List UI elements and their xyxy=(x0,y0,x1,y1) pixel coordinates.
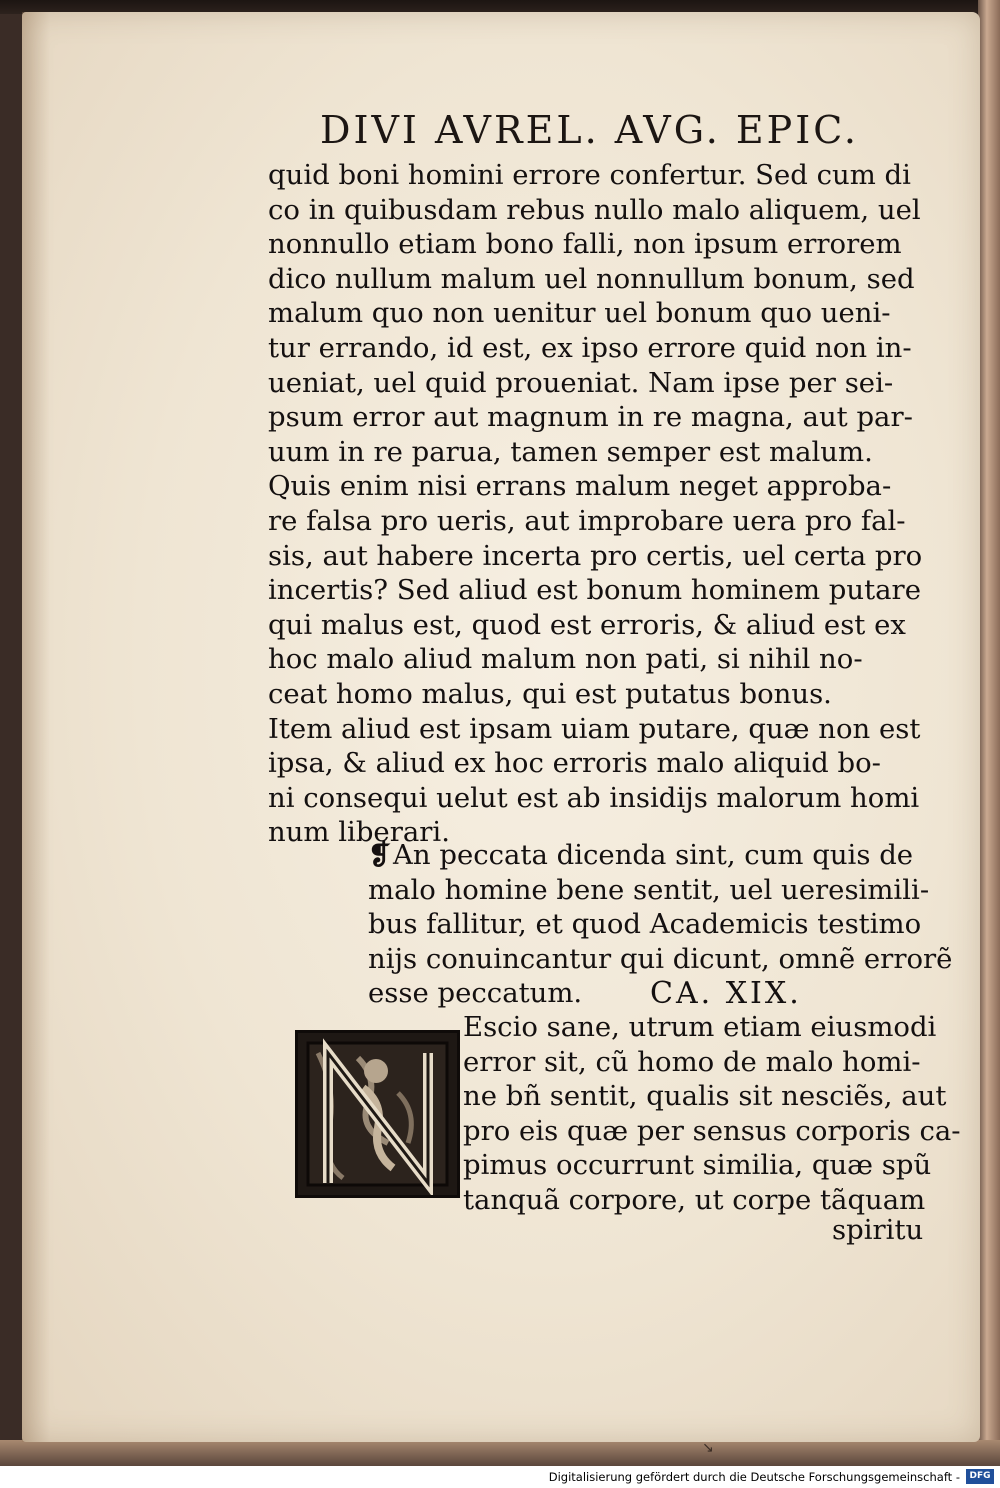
body-text xyxy=(268,158,928,850)
heading-line-text: An peccata dicenda sint, cum quis de xyxy=(393,839,914,871)
text-line: ni consequi uelut est ab insidijs malorum homi xyxy=(268,781,920,814)
book-bottom-edge xyxy=(0,1440,1000,1466)
text-line: tanquã corpore, ut corpe tãquam xyxy=(463,1183,926,1216)
chapter-number: CA. XIX. xyxy=(650,976,802,1011)
text-line: malum quo non uenitur uel bonum quo ueni- xyxy=(268,297,891,330)
running-head: DIVI AVREL. AVG. EPIC. xyxy=(320,108,860,152)
heading-line: malo homine bene sentit, uel ueresimili- xyxy=(368,873,930,906)
footer-credit: Digitalisierung gefördert durch die Deutsche Forschungsgemeinschaft - xyxy=(548,1470,960,1484)
text-line: dico nullum malum uel nonnullum bonum, sed xyxy=(268,262,915,295)
pilcrow-icon: ❡ xyxy=(368,839,392,871)
dfg-logo-icon: DFG xyxy=(966,1469,994,1484)
text-line: ipsa, & aliud ex hoc erroris malo aliquid bo- xyxy=(268,747,881,780)
text-line: uum in re parua, tamen semper est malum. xyxy=(268,435,873,468)
catchword: spiritu xyxy=(832,1214,924,1246)
text-line: ceat homo malus, qui est putatus bonus. xyxy=(268,677,832,710)
heading-line: bus fallitur, et quod Academicis testimo xyxy=(368,908,922,941)
bottom-mark: ↘ xyxy=(702,1440,714,1456)
heading-line: nijs conuincantur qui dicunt, omnẽ errorẽ xyxy=(368,942,953,975)
heading-line xyxy=(368,838,938,873)
footer-bar xyxy=(0,1466,1000,1488)
text-line: psum error aut magnum in re magna, aut par- xyxy=(268,401,913,434)
chapter-text xyxy=(463,1010,961,1218)
text-line: pro eis quæ per sensus corporis ca- xyxy=(463,1114,961,1147)
text-line: qui malus est, quod est erroris, & aliud est ex xyxy=(268,608,906,641)
text-line: incertis? Sed aliud est bonum hominem putare xyxy=(268,574,921,607)
text-line: co in quibusdam rebus nullo malo aliquem, uel xyxy=(268,193,921,226)
text-line: re falsa pro ueris, aut improbare uera pro fal- xyxy=(268,504,906,537)
text-line: ueniat, uel quid proueniat. Nam ipse per sei- xyxy=(268,366,894,399)
text-line: ne bñ sentit, qualis sit nesciẽs, aut xyxy=(463,1080,947,1113)
text-line: Quis enim nisi errans malum neget approba- xyxy=(268,470,892,503)
text-line: pimus occurrunt similia, quæ spũ xyxy=(463,1149,932,1182)
text-line: sis, aut habere incerta pro certis, uel certa pro xyxy=(268,539,923,572)
text-line: hoc malo aliud malum non pati, si nihil no- xyxy=(268,643,863,676)
text-line: Escio sane, utrum etiam eiusmodi xyxy=(463,1011,937,1043)
text-line: nonnullo etiam bono falli, non ipsum errorem xyxy=(268,228,902,261)
text-line: num liberari. xyxy=(268,816,450,849)
decorated-initial-n-icon xyxy=(295,1030,460,1198)
text-line: Item aliud est ipsam uiam putare, quæ non est xyxy=(268,712,921,745)
text-line: tur errando, id est, ex ipso errore quid non in- xyxy=(268,331,912,364)
text-line: quid boni homini errore confertur. Sed cum di xyxy=(268,159,911,191)
heading-line: esse peccatum. xyxy=(368,977,583,1010)
text-line: error sit, cũ homo de malo homi- xyxy=(463,1045,921,1078)
book-spine-edge xyxy=(978,0,1000,1466)
